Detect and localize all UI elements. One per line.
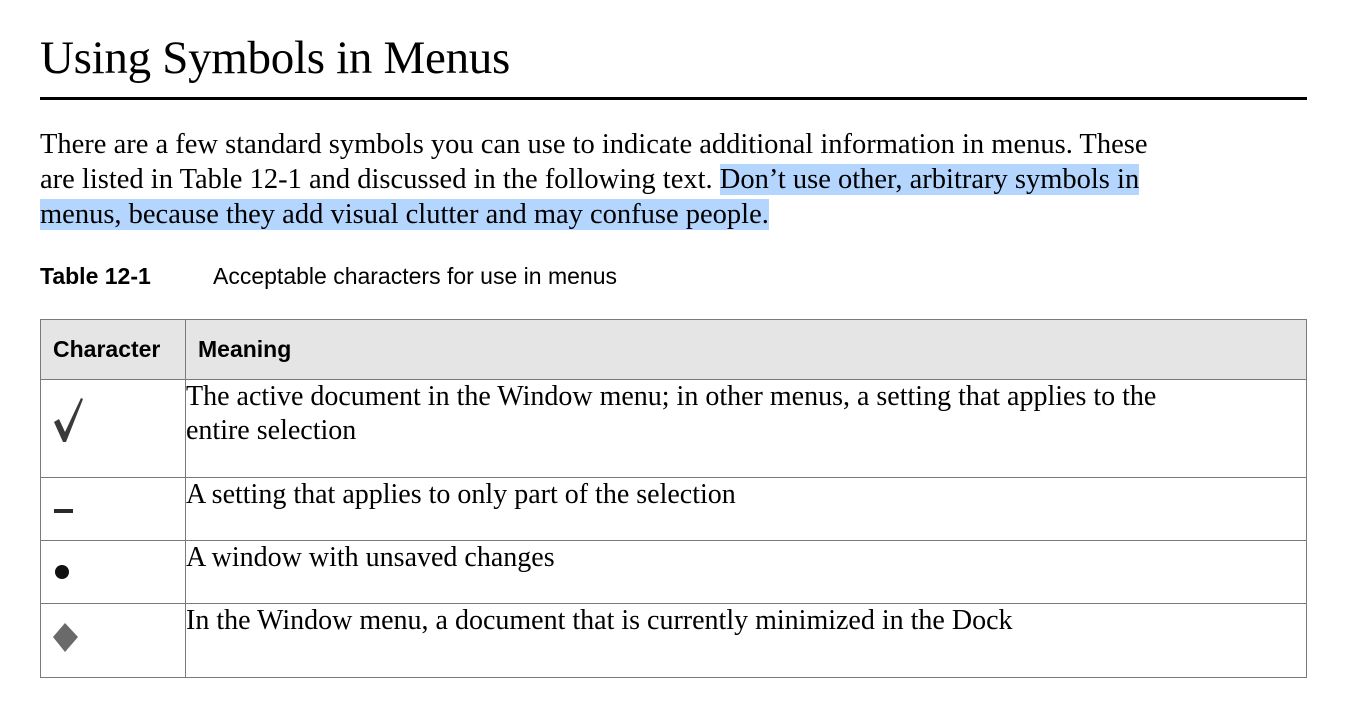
table-row	[41, 604, 1307, 678]
table-caption	[40, 262, 617, 290]
table-row	[41, 380, 1307, 478]
bullet-icon	[54, 563, 72, 581]
section-heading: Using Symbols in Menus	[40, 32, 510, 84]
checkmark-icon	[52, 396, 86, 444]
paragraph-line-3	[40, 197, 1307, 232]
table-row	[41, 541, 1307, 604]
meaning-cell: A setting that applies to only part of the selection	[186, 478, 1307, 541]
character-cell	[41, 478, 186, 541]
table-title: Acceptable characters for use in menus	[213, 263, 617, 289]
diamond-icon	[52, 622, 80, 654]
character-cell	[41, 604, 186, 678]
intro-paragraph	[40, 127, 1307, 232]
table-row	[41, 478, 1307, 541]
paragraph-line-2	[40, 162, 1307, 197]
meaning-cell: The active document in the Window menu; in other menus, a setting that applies to the entire selection	[186, 380, 1307, 478]
selected-text-1[interactable]: Don’t use other, arbitrary symbols in	[719, 164, 1140, 195]
meaning-cell: In the Window menu, a document that is currently minimized in the Dock	[186, 604, 1307, 678]
paragraph-line-1: There are a few standard symbols you can use to indicate additional information in menus. These	[40, 129, 1148, 160]
table-header-row	[41, 320, 1307, 380]
meaning-cell: A window with unsaved changes	[186, 541, 1307, 604]
selected-text-2[interactable]: menus, because they add visual clutter and may confuse people.	[40, 199, 769, 230]
character-cell	[41, 380, 186, 478]
heading-rule	[40, 97, 1307, 100]
column-header-meaning: Meaning	[186, 320, 1307, 380]
table-number: Table 12-1	[40, 263, 151, 289]
symbols-table	[40, 319, 1307, 678]
dash-icon	[54, 509, 76, 515]
column-header-character: Character	[41, 320, 186, 380]
paragraph-line-2-plain: are listed in Table 12-1 and discussed in the following text.	[40, 164, 720, 195]
character-cell	[41, 541, 186, 604]
